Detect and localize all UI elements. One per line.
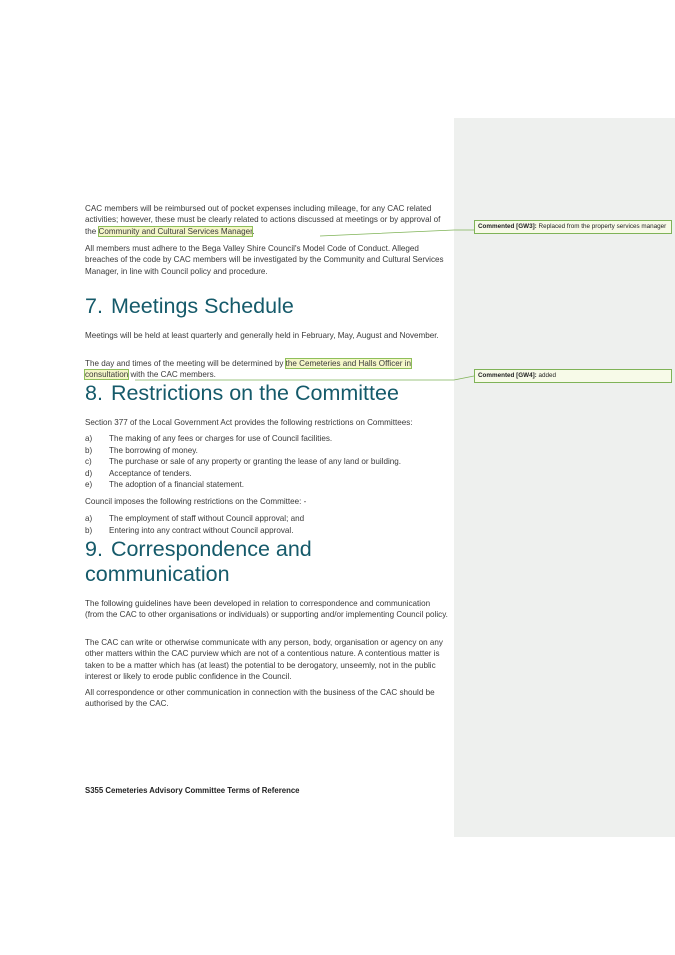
para-end: with the CAC members. — [128, 370, 216, 380]
paragraph-meetings-frequency: Meetings will be held at least quarterly and generally held in February, May, August and November. — [85, 331, 439, 340]
list-item — [85, 445, 450, 457]
comment-gw4[interactable] — [474, 369, 672, 383]
para-text: The day and times of the meeting will be determined by — [85, 359, 286, 368]
list-letter: a) — [85, 434, 93, 443]
list-item — [85, 456, 450, 468]
comment-text: Replaced from the property services manager — [538, 223, 667, 230]
heading-title: Meetings Schedule — [110, 294, 294, 318]
list-letter: a) — [85, 514, 93, 523]
comment-label: Commented [GW3]: — [478, 223, 537, 230]
paragraph-authorised: All correspondence or other communication in connection with the business of the CAC should be authorised by the CAC. — [85, 688, 435, 709]
paragraph-code-of-conduct: All members must adhere to the Bega Valley Shire Council's Model Code of Conduct. Alleged breaches of the code by CAC members will be investigated by the Community and Cultural Services Manager, in line with Council policy and procedure. — [85, 244, 444, 276]
restrictions-list-1 — [85, 433, 450, 491]
paragraph-meeting-times — [85, 358, 450, 381]
heading-number: 9. — [85, 537, 103, 561]
list-letter: c) — [85, 457, 92, 467]
list-text: The borrowing of money. — [109, 445, 198, 455]
comment-gw3[interactable] — [474, 220, 672, 234]
list-letter: e) — [85, 480, 93, 490]
list-text: The adoption of a financial statement. — [109, 480, 244, 490]
list-item — [85, 513, 450, 525]
list-item — [85, 468, 450, 480]
heading-number: 8. — [85, 381, 103, 405]
para1-end: . — [252, 226, 255, 236]
highlight-gw4[interactable]: the Cemeteries and Halls Officer in consultation — [85, 359, 412, 380]
list-item — [85, 433, 450, 445]
heading-title: Restrictions on the Committee — [110, 381, 399, 405]
list-text: The purchase or sale of any property or granting the lease of any land or building. — [109, 457, 402, 467]
heading-correspondence — [85, 537, 455, 587]
comment-label: Commented [GW4]: — [478, 372, 537, 379]
list-text: Entering into any contract without Council approval. — [109, 525, 294, 535]
list-letter: d) — [85, 468, 93, 478]
heading-number: 7. — [85, 294, 103, 318]
list-letter: b) — [85, 445, 93, 455]
heading-title-line1: Correspondence and — [110, 537, 312, 561]
list-text: The making of any fees or charges for use of Council facilities. — [109, 434, 333, 443]
page-footer: S355 Cemeteries Advisory Committee Terms of Reference — [85, 786, 300, 795]
heading-restrictions — [85, 381, 455, 406]
list-item — [85, 479, 450, 491]
list-letter: b) — [85, 525, 93, 535]
heading-meetings-schedule — [85, 294, 455, 319]
paragraph-reimbursement — [85, 203, 450, 237]
comment-text: added — [538, 372, 557, 379]
restrictions-list-2 — [85, 513, 450, 536]
list-item — [85, 525, 450, 537]
paragraph-guidelines: The following guidelines have been developed in relation to correspondence and communication (from the CAC to other organisations or individuals) or supporting and/or implementing Council policy. — [85, 599, 448, 620]
list-text: Acceptance of tenders. — [109, 468, 192, 478]
paragraph-section-377: Section 377 of the Local Government Act provides the following restrictions on Committees: — [85, 418, 413, 427]
para1-text: CAC members will be reimbursed out of pocket expenses including mileage, for any CAC related activities; however, these must be clearly related to actions discussed at meetings or by approval of the — [85, 204, 441, 236]
paragraph-council-restrictions: Council imposes the following restrictions on the Committee: - — [85, 497, 307, 506]
highlight-gw3[interactable]: Community and Cultural Services Manager — [98, 226, 253, 236]
heading-title-line2: communication — [85, 562, 230, 586]
paragraph-contentious: The CAC can write or otherwise communicate with any person, body, organisation or agency on any other matters within the CAC purview which are not of a contentious nature. A contentious matter is taken to be a matter which has (at least) the potential to be derogatory, unseemly, not in the public interest or likely to erode public confidence in the Council. — [85, 638, 443, 682]
list-text: The employment of staff without Council approval; and — [109, 514, 305, 523]
